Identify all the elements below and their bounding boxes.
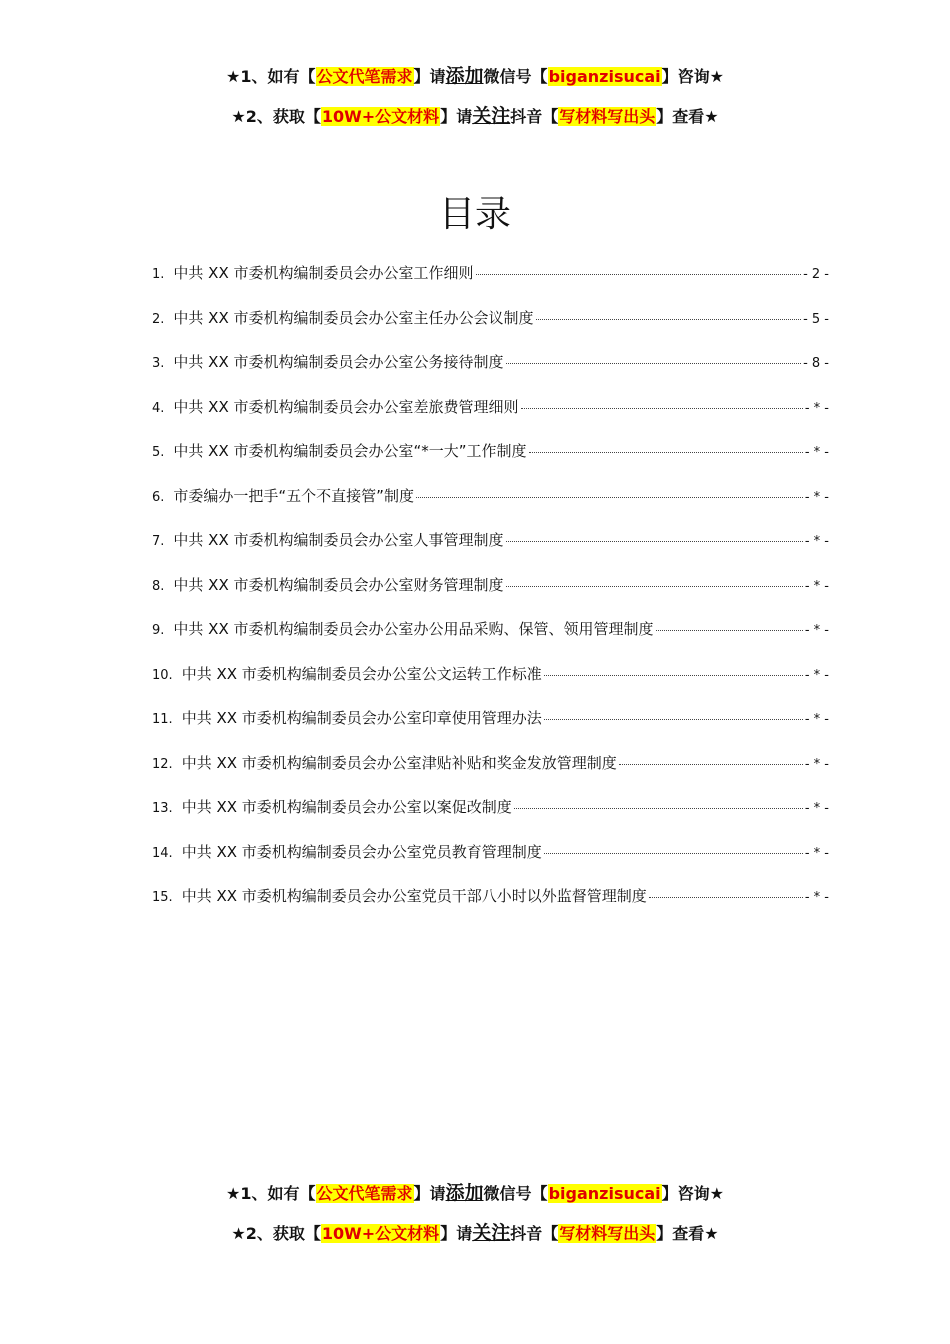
toc-entry[interactable] — [152, 618, 829, 663]
highlight-douyin: 写材料写出头 — [559, 1224, 656, 1243]
toc-dot-leader — [544, 719, 803, 720]
toc-entry-number: 3. — [152, 356, 165, 371]
banner-text: 1、如有【 — [240, 1184, 316, 1203]
toc-entry[interactable] — [152, 396, 829, 441]
star-icon: ★ — [226, 1184, 241, 1203]
toc-entry[interactable] — [152, 262, 829, 307]
toc-dot-leader — [476, 274, 802, 275]
highlight-service: 公文代笔需求 — [316, 1184, 413, 1203]
toc-dot-leader — [506, 541, 803, 542]
toc-entry-title: 中共 XX 市委机构编制委员会办公室公务接待制度 — [173, 353, 504, 371]
toc-dot-leader — [506, 363, 802, 364]
toc-entry-title: 中共 XX 市委机构编制委员会办公室以案促改制度 — [181, 798, 512, 816]
toc-entry-number: 11. — [152, 712, 173, 727]
star-icon: ★ — [226, 67, 241, 86]
toc-entry-title: 中共 XX 市委机构编制委员会办公室工作细则 — [173, 264, 474, 282]
star-icon: ★ — [231, 1224, 246, 1243]
star-icon: ★ — [709, 1184, 724, 1203]
toc-dot-leader — [619, 764, 803, 765]
banner-text: 2、获取【 — [245, 107, 321, 126]
toc-entry-title: 中共 XX 市委机构编制委员会办公室主任办公会议制度 — [173, 308, 534, 327]
banner-text: 】查看 — [656, 1224, 705, 1243]
toc-entry-title: 中共 XX 市委机构编制委员会办公室印章使用管理办法 — [181, 709, 542, 727]
banner-line-2 — [0, 1223, 950, 1243]
toc-dot-leader — [649, 897, 803, 898]
toc-entry-title: 中共 XX 市委机构编制委员会办公室公文运转工作标准 — [181, 664, 542, 683]
toc-entry-title: 中共 XX 市委机构编制委员会办公室津贴补贴和奖金发放管理制度 — [181, 753, 617, 772]
highlight-wechat-id: biganzisucai — [548, 67, 661, 86]
banner-text: 】请 — [440, 107, 473, 126]
banner-text: 】咨询 — [661, 67, 710, 86]
toc-entry-title: 中共 XX 市委机构编制委员会办公室“*一大”工作制度 — [173, 442, 527, 460]
banner-line-1 — [0, 66, 950, 86]
toc-entry[interactable] — [152, 485, 829, 530]
highlight-materials: 10W+公文材料 — [321, 1224, 440, 1243]
table-of-contents — [152, 262, 829, 930]
footer-banner — [0, 1183, 950, 1243]
star-icon: ★ — [231, 107, 246, 126]
toc-entry-page: - * - — [804, 445, 829, 460]
highlight-wechat-id: biganzisucai — [548, 1184, 661, 1203]
banner-emphasis: 关注 — [472, 105, 511, 127]
toc-entry-number: 9. — [152, 623, 165, 638]
toc-entry-number: 7. — [152, 534, 165, 549]
star-icon: ★ — [704, 1224, 719, 1243]
toc-dot-leader — [529, 452, 803, 453]
toc-entry-title: 中共 XX 市委机构编制委员会办公室人事管理制度 — [173, 531, 504, 549]
star-icon: ★ — [709, 67, 724, 86]
toc-entry[interactable] — [152, 796, 829, 841]
highlight-materials: 10W+公文材料 — [321, 107, 440, 126]
highlight-service: 公文代笔需求 — [316, 67, 413, 86]
toc-dot-leader — [521, 408, 803, 409]
banner-text: 】咨询 — [661, 1184, 710, 1203]
header-banner — [0, 66, 950, 126]
toc-entry-page: - * - — [804, 578, 829, 594]
toc-entry-page: - * - — [804, 756, 829, 772]
toc-entry-number: 10. — [152, 667, 173, 683]
banner-emphasis: 添加 — [445, 1182, 484, 1204]
toc-entry[interactable] — [152, 885, 829, 930]
banner-text: 抖音【 — [510, 1224, 559, 1243]
toc-entry-title: 中共 XX 市委机构编制委员会办公室党员教育管理制度 — [181, 842, 542, 861]
toc-entry[interactable] — [152, 663, 829, 708]
toc-entry[interactable] — [152, 351, 829, 396]
banner-text: 】请 — [413, 67, 446, 86]
toc-entry-page: - * - — [804, 801, 829, 816]
toc-dot-leader — [416, 497, 803, 498]
banner-emphasis: 添加 — [445, 65, 484, 87]
highlight-douyin: 写材料写出头 — [559, 107, 656, 126]
toc-entry[interactable] — [152, 440, 829, 485]
banner-text: 微信号【 — [483, 67, 548, 86]
toc-entry-number: 15. — [152, 890, 173, 905]
toc-dot-leader — [536, 319, 802, 320]
toc-entry-number: 13. — [152, 801, 173, 816]
banner-text: 】请 — [413, 1184, 446, 1203]
toc-entry-title: 中共 XX 市委机构编制委员会办公室差旅费管理细则 — [173, 397, 519, 416]
toc-dot-leader — [656, 630, 803, 631]
toc-entry-title: 中共 XX 市委机构编制委员会办公室办公用品采购、保管、领用管理制度 — [173, 620, 654, 638]
toc-entry-number: 6. — [152, 489, 165, 505]
toc-entry-title: 市委编办一把手“五个不直接管”制度 — [173, 486, 414, 505]
toc-entry-page: - * - — [804, 667, 829, 683]
toc-entry-page: - 5 - — [803, 311, 829, 327]
banner-line-2 — [0, 106, 950, 126]
toc-entry[interactable] — [152, 707, 829, 752]
banner-text: 抖音【 — [510, 107, 559, 126]
toc-entry-page: - * - — [804, 489, 829, 505]
toc-entry-title: 中共 XX 市委机构编制委员会办公室党员干部八小时以外监督管理制度 — [181, 887, 647, 905]
toc-entry-number: 2. — [152, 311, 165, 327]
toc-entry-page: - * - — [804, 623, 829, 638]
toc-entry[interactable] — [152, 307, 829, 352]
toc-dot-leader — [506, 586, 803, 587]
toc-entry[interactable] — [152, 529, 829, 574]
toc-entry-page: - 2 - — [803, 267, 829, 282]
banner-text: 】查看 — [656, 107, 705, 126]
banner-text: 2、获取【 — [245, 1224, 321, 1243]
toc-entry[interactable] — [152, 752, 829, 797]
toc-dot-leader — [544, 853, 803, 854]
banner-emphasis: 关注 — [472, 1222, 511, 1244]
toc-entry-page: - * - — [804, 712, 829, 727]
toc-entry-number: 4. — [152, 400, 165, 416]
toc-entry[interactable] — [152, 574, 829, 619]
banner-line-1 — [0, 1183, 950, 1203]
toc-dot-leader — [514, 808, 803, 809]
star-icon: ★ — [704, 107, 719, 126]
toc-entry-number: 5. — [152, 445, 165, 460]
toc-entry-page: - * - — [804, 534, 829, 549]
toc-entry-number: 1. — [152, 267, 165, 282]
banner-text: 微信号【 — [483, 1184, 548, 1203]
toc-title: 目录 — [438, 194, 511, 235]
toc-entry-number: 12. — [152, 756, 173, 772]
banner-text: 1、如有【 — [240, 67, 316, 86]
toc-entry-page: - * - — [804, 890, 829, 905]
toc-entry-page: - * - — [804, 845, 829, 861]
toc-entry-title: 中共 XX 市委机构编制委员会办公室财务管理制度 — [173, 575, 504, 594]
toc-entry-number: 14. — [152, 845, 173, 861]
toc-dot-leader — [544, 675, 803, 676]
toc-entry-page: - * - — [804, 400, 829, 416]
toc-entry-page: - 8 - — [803, 356, 829, 371]
toc-entry[interactable] — [152, 841, 829, 886]
banner-text: 】请 — [440, 1224, 473, 1243]
toc-entry-number: 8. — [152, 578, 165, 594]
